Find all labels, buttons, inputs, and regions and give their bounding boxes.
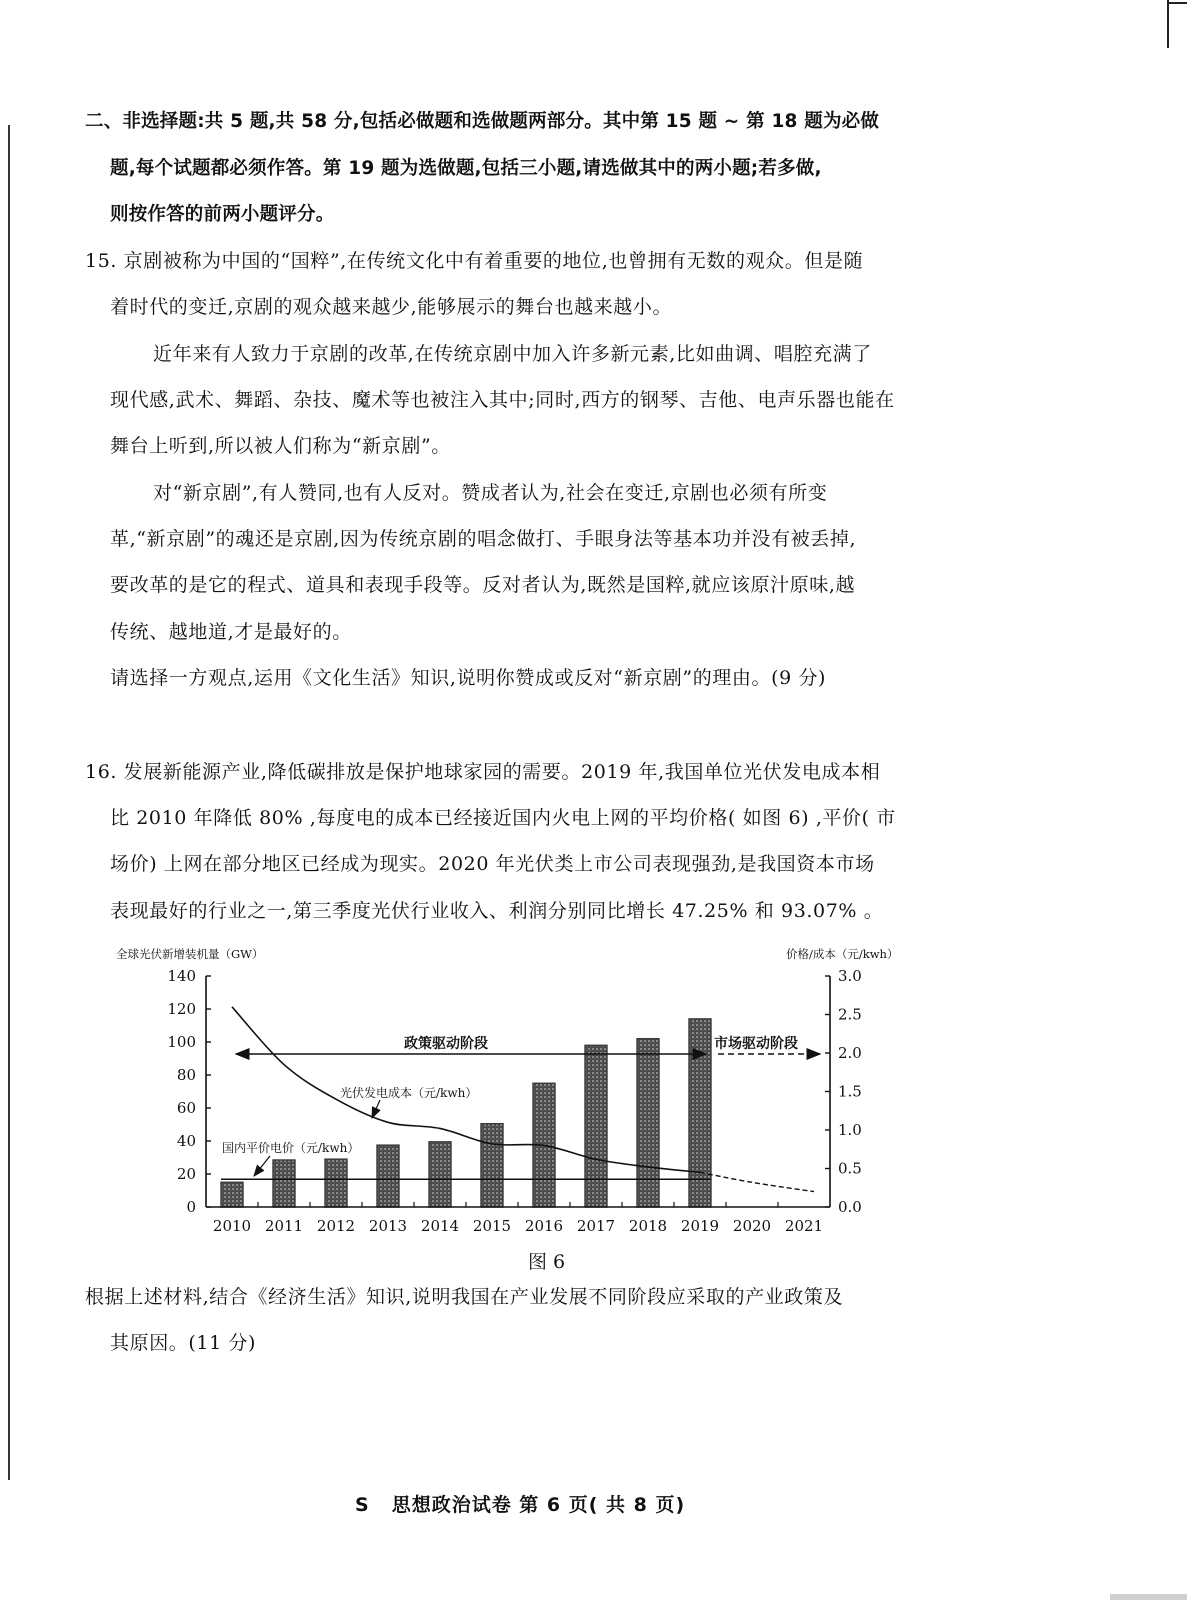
x-tick-label: 2014 (420, 1217, 460, 1235)
price-line-label: 国内平价电价（元/kwh） (222, 1141, 360, 1155)
bar-2013 (377, 1145, 399, 1207)
y2-tick-label: 1.5 (838, 1082, 862, 1101)
y-tick-label: 40 (176, 1132, 196, 1150)
x-tick-label: 2015 (472, 1217, 512, 1235)
bar-2017 (585, 1045, 607, 1207)
q16-text: 表现最好的行业之一,第三季度光伏行业收入、利润分别同比增长 47.25% 和 93.07% 。 (110, 900, 884, 922)
y2-tick-label: 1.0 (838, 1121, 862, 1139)
y-tick-label: 20 (176, 1165, 196, 1183)
q15-text: 舞台上听到,所以被人们称为“新京剧”。 (110, 435, 451, 457)
bar-2018 (637, 1039, 659, 1207)
y-tick-label: 80 (176, 1066, 196, 1084)
bar-2011 (273, 1160, 295, 1207)
y-tick-label: 100 (167, 1033, 196, 1051)
q15-text: 近年来有人致力于京剧的改革,在传统京剧中加入许多新元素,比如曲调、唱腔充满了 (153, 343, 872, 365)
market-stage-label: 市场驱动阶段 (714, 1036, 798, 1052)
y2-axis-title: 价格/成本（元/kwh） (786, 947, 899, 961)
y2-tick-label: 3.0 (838, 967, 862, 985)
x-tick-label: 2016 (524, 1217, 564, 1235)
x-tick-label: 2011 (264, 1217, 304, 1235)
cost-label-pointer (372, 1100, 380, 1118)
q15-text: 着时代的变迁,京剧的观众越来越少,能够展示的舞台也越来越小。 (110, 296, 673, 318)
figure-6-chart (0, 940, 1187, 1240)
x-tick-label: 2012 (316, 1217, 356, 1235)
bar-2012 (325, 1159, 347, 1207)
footer-text: 思想政治试卷 第 6 页( 共 8 页) (391, 1494, 686, 1516)
x-tick-label: 2018 (628, 1217, 668, 1235)
q15-question: 请选择一方观点,运用《文化生活》知识,说明你赞成或反对“新京剧”的理由。(9 分) (110, 667, 827, 689)
x-tick-label: 2010 (212, 1217, 252, 1235)
q16-text: 16. 发展新能源产业,降低碳排放是保护地球家园的需要。2019 年,我国单位光伏发电成本相 (85, 761, 881, 783)
cost-line-label: 光伏发电成本（元/kwh） (340, 1086, 478, 1100)
y-tick-label: 120 (167, 1000, 196, 1018)
y-tick-label: 0 (186, 1198, 196, 1216)
y2-tick-label: 2.0 (838, 1044, 862, 1062)
section-header-line: 二、非选择题:共 5 题,共 58 分,包括必做题和选做题两部分。其中第 15 题 ~ 第 18 题为必做 (85, 111, 880, 132)
x-tick-label: 2013 (368, 1217, 408, 1235)
y-tick-label: 140 (167, 967, 196, 985)
bar-2014 (429, 1142, 451, 1207)
x-tick-label: 2017 (576, 1217, 616, 1235)
figure-caption: 图 6 (528, 1251, 566, 1273)
y-axis-title: 全球光伏新增装机量（GW） (116, 947, 264, 961)
q16-text: 比 2010 年降低 80% ,每度电的成本已经接近国内火电上网的平均价格( 如图 6) ,平价( 市 (110, 807, 896, 829)
y2-tick-label: 2.5 (838, 1005, 862, 1024)
cost-line-projected (700, 1172, 814, 1191)
page-footer (355, 1490, 685, 1517)
binding-margin-line (8, 125, 10, 1480)
q15-text: 15. 京剧被称为中国的“国粹”,在传统文化中有着重要的地位,也曾拥有无数的观众。但是随 (85, 250, 864, 272)
q15-text: 要改革的是它的程式、道具和表现手段等。反对者认为,既然是国粹,就应该原汁原味,越 (110, 574, 856, 596)
y2-tick-label: 0.0 (838, 1198, 862, 1216)
bar-2015 (481, 1124, 503, 1207)
section-header-line: 题,每个试题都必须作答。第 19 题为选做题,包括三小题,请选做其中的两小题;若多做, (110, 158, 822, 179)
bar-2010 (221, 1182, 243, 1207)
q16-question: 根据上述材料,结合《经济生活》知识,说明我国在产业发展不同阶段应采取的产业政策及 (85, 1286, 844, 1308)
q16-question: 其原因。(11 分) (110, 1332, 257, 1354)
x-tick-label: 2020 (732, 1217, 772, 1235)
q15-text: 传统、越地道,才是最好的。 (110, 621, 352, 643)
y2-tick-label: 0.5 (838, 1159, 862, 1178)
x-tick-label: 2021 (784, 1217, 824, 1235)
x-tick-label: 2019 (680, 1217, 720, 1235)
q15-text: 革,“新京剧”的魂还是京剧,因为传统京剧的唱念做打、手眼身法等基本功并没有被丢掉, (110, 528, 857, 550)
price-label-pointer (254, 1156, 270, 1176)
q15-text: 对“新京剧”,有人赞同,也有人反对。赞成者认为,社会在变迁,京剧也必须有所变 (153, 482, 828, 504)
crop-mark (1167, 2, 1187, 4)
scan-artifact (1110, 1594, 1187, 1600)
y-tick-label: 60 (176, 1099, 196, 1117)
q15-text: 现代感,武术、舞蹈、杂技、魔术等也被注入其中;同时,西方的钢琴、吉他、电声乐器也能在 (110, 389, 895, 411)
policy-stage-label: 政策驱动阶段 (404, 1036, 488, 1052)
footer-series-letter: S (355, 1494, 370, 1516)
crop-mark (1167, 0, 1169, 48)
q16-text: 场价) 上网在部分地区已经成为现实。2020 年光伏类上市公司表现强劲,是我国资本市场 (110, 853, 875, 875)
section-header-line: 则按作答的前两小题评分。 (110, 204, 335, 225)
